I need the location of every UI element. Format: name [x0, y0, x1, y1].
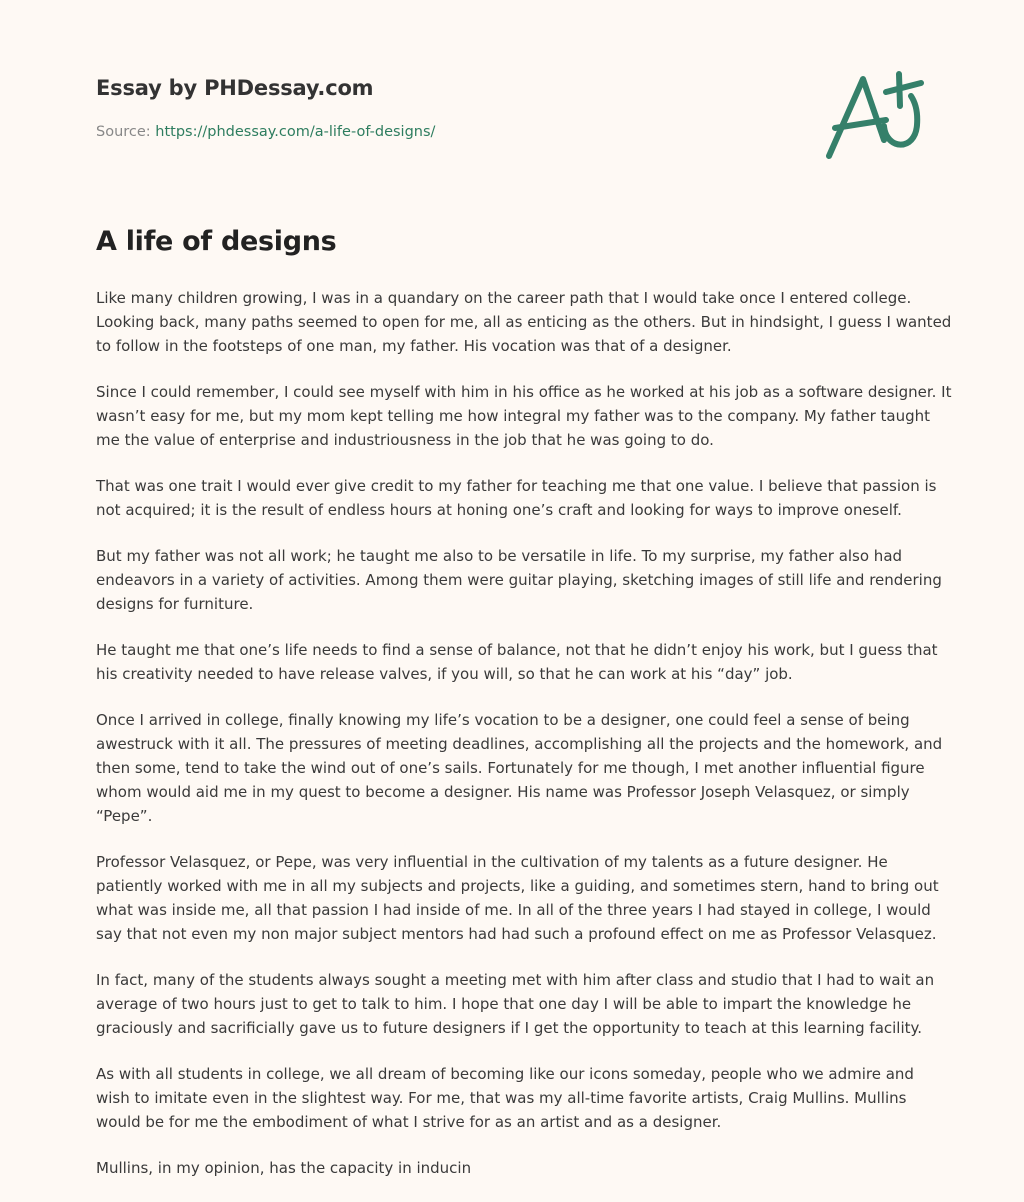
- essay-paragraph: [96, 474, 936, 522]
- paragraph-line: Since I could remember, I could see myself with him in his office as he worked at his job as a software designer. It: [96, 383, 952, 401]
- site-title: Essay by PHDessay.com: [96, 76, 374, 100]
- paragraph-line: say that not even my non major subject mentors had had such a profound effect on me as Professor Velasquez.: [96, 925, 937, 943]
- essay-title: A life of designs: [96, 226, 337, 257]
- paragraph-line: not acquired; it is the result of endless hours at honing one’s craft and looking for ways to improve oneself.: [96, 501, 902, 519]
- paragraph-line: But my father was not all work; he taught me also to be versatile in life. To my surprise, my father also had: [96, 547, 903, 565]
- essay-paragraph: [96, 708, 943, 828]
- paragraph-line: to follow in the footsteps of one man, my father. His vocation was that of a designer.: [96, 337, 732, 355]
- paragraph-line: awestruck with it all. The pressures of meeting deadlines, accomplishing all the projects and the homework, and: [96, 735, 943, 753]
- paragraph-line: Professor Velasquez, or Pepe, was very influential in the cultivation of my talents as a future designer. He: [96, 853, 888, 871]
- paragraph-line: whom would aid me in my quest to become a designer. His name was Professor Joseph Velasquez, or simply: [96, 783, 910, 801]
- a-plus-logo: [810, 60, 940, 170]
- paragraph-line: then some, tend to take the wind out of one’s sails. Fortunately for me though, I met another influential figure: [96, 759, 925, 777]
- paragraph-line: endeavors in a variety of activities. Among them were guitar playing, sketching images of still life and rendering: [96, 571, 942, 589]
- paragraph-line: would be for me the embodiment of what I strive for as an artist and as a designer.: [96, 1113, 722, 1131]
- essay-paragraph: [96, 380, 952, 452]
- paragraph-line: designs for furniture.: [96, 595, 254, 613]
- source-label: Source:: [96, 124, 151, 140]
- paragraph-line: wasn’t easy for me, but my mom kept telling me how integral my father was to the company. My father taught: [96, 407, 931, 425]
- paragraph-line: He taught me that one’s life needs to find a sense of balance, not that he didn’t enjoy his work, but I guess that: [96, 641, 938, 659]
- essay-paragraph: [96, 638, 936, 686]
- paragraph-line: Looking back, many paths seemed to open for me, all as enticing as the others. But in hindsight, I guess I wanted: [96, 313, 952, 331]
- paragraph-line: what was inside me, all that passion I had inside of me. In all of the three years I had stayed in college, I would: [96, 901, 931, 919]
- paragraph-line: average of two hours just to get to talk to him. I hope that one day I will be able to impart the knowledge he: [96, 995, 912, 1013]
- essay-paragraph: [96, 850, 939, 946]
- paragraph-line: As with all students in college, we all dream of becoming like our icons someday, people who we admire and: [96, 1065, 914, 1083]
- essay-paragraph: [96, 544, 942, 616]
- paragraph-line: graciously and sacrificially gave us to future designers if I get the opportunity to teach at this learning facility.: [96, 1019, 923, 1037]
- essay-paragraph: [96, 968, 936, 1040]
- essay-body: [96, 286, 952, 1202]
- essay-paragraph: [96, 1156, 936, 1180]
- paragraph-line: That was one trait I would ever give credit to my father for teaching me that one value. I believe that passion is: [96, 477, 937, 495]
- paragraph-line: Once I arrived in college, finally knowing my life’s vocation to be a designer, one could feel a sense of being: [96, 711, 910, 729]
- paragraph-line: Mullins, in my opinion, has the capacity in inducin: [96, 1159, 472, 1177]
- paragraph-line: his creativity needed to have release valves, if you will, so that he can work at his “day” job.: [96, 665, 793, 683]
- source-line: [96, 124, 435, 140]
- paragraph-line: “Pepe”.: [96, 807, 153, 825]
- paragraph-line: In fact, many of the students always sought a meeting met with him after class and studio that I had to wait an: [96, 971, 935, 989]
- paragraph-line: patiently worked with me in all my subjects and projects, like a guiding, and sometimes stern, hand to bring out: [96, 877, 939, 895]
- essay-paragraph: [96, 286, 952, 358]
- paragraph-line: Like many children growing, I was in a quandary on the career path that I would take once I entered college.: [96, 289, 912, 307]
- essay-paragraph: [96, 1062, 936, 1134]
- source-link[interactable]: https://phdessay.com/a-life-of-designs/: [155, 124, 436, 140]
- paragraph-line: wish to imitate even in the slightest way. For me, that was my all-time favorite artists, Craig Mullins. Mullins: [96, 1089, 907, 1107]
- paragraph-line: me the value of enterprise and industriousness in the job that he was going to do.: [96, 431, 714, 449]
